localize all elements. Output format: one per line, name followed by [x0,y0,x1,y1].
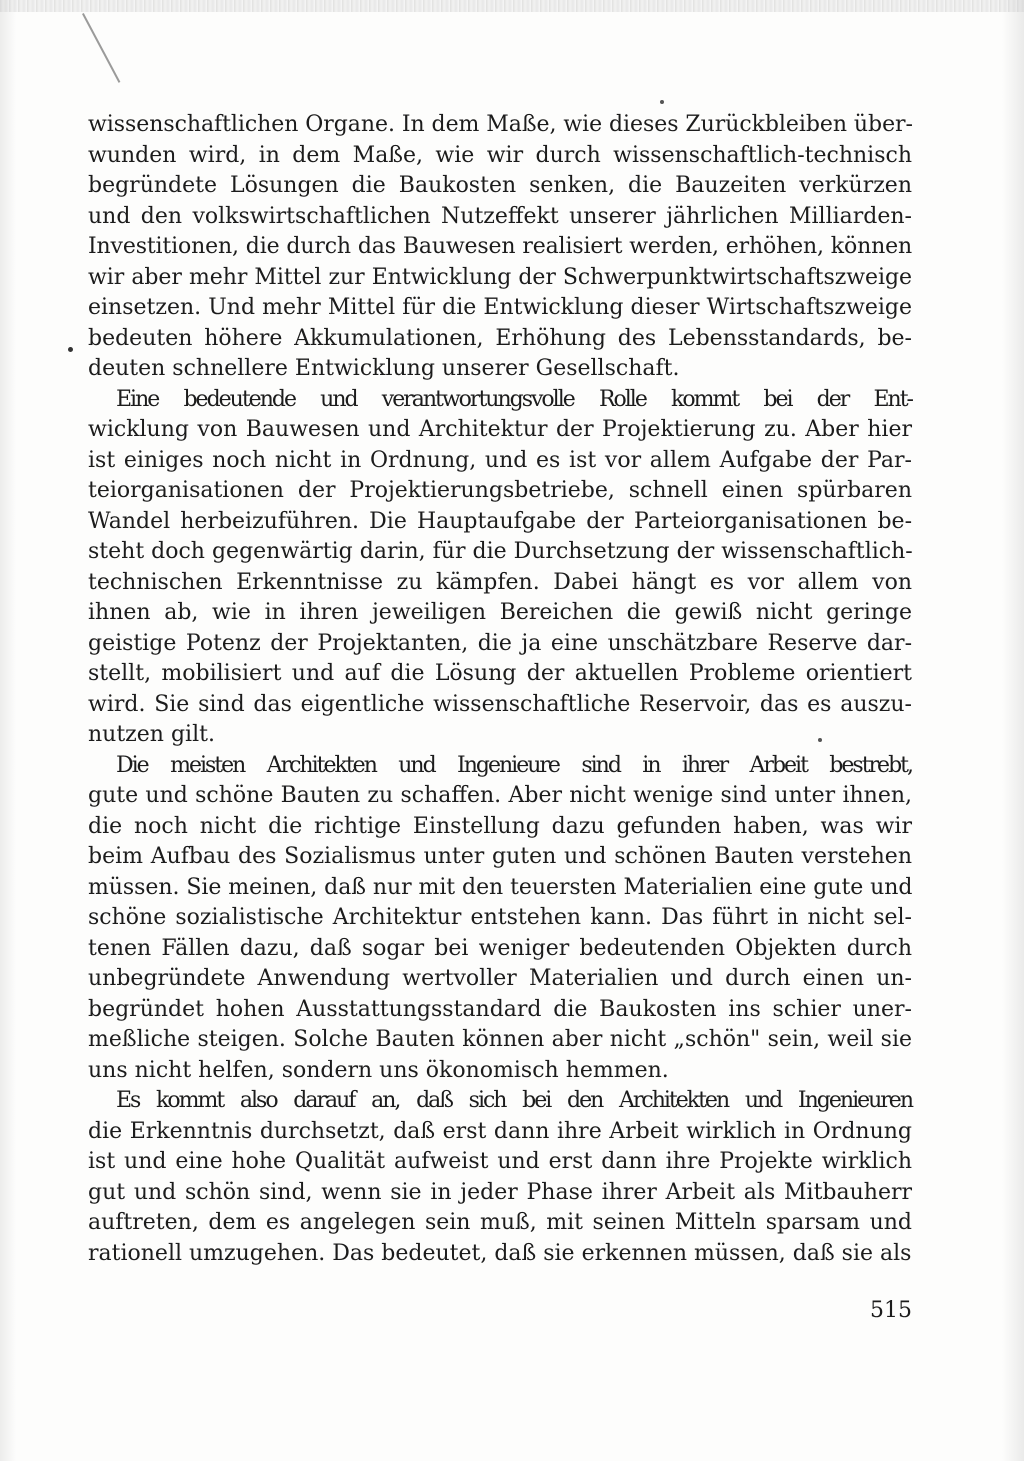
text-line: wird. Sie sind das eigentliche wissenschaftliche Reservoir, das es auszu- [88,691,912,717]
text-line: und den volkswirtschaftlichen Nutzeffekt unserer jährlichen Milliarden- [88,203,912,229]
text-line: ist einiges noch nicht in Ordnung, und es ist vor allem Aufgabe der Par- [88,447,912,473]
text-line: einsetzen. Und mehr Mittel für die Entwicklung dieser Wirtschaftszweige [88,295,912,320]
text-line: bedeuten höhere Akkumulationen, Erhöhung des Lebensstandards, be- [88,325,912,351]
text-line: Die meisten Architekten und Ingenieure sind in ihrer Arbeit bestrebt, [116,752,912,778]
text-line: ist und eine hohe Qualität aufweist und erst dann ihre Projekte wirklich [88,1149,912,1174]
scan-left-shadow [0,0,16,1461]
text-line: steht doch gegenwärtig darin, für die Durchsetzung der wissenschaftlich- [88,539,913,564]
text-line: wunden wird, in dem Maße, wie wir durch wissenschaftlich-technisch [88,142,912,168]
text-line: teiorganisationen der Projektierungsbetriebe, schnell einen spürbaren [88,478,912,503]
text-line: Investitionen, die durch das Bauwesen realisiert werden, erhöhen, können [88,234,912,259]
page-number: 515 [870,1298,912,1323]
text-line: unbegründete Anwendung wertvoller Materialien und durch einen un- [88,966,912,991]
text-line: wicklung von Bauwesen und Architektur der Projektierung zu. Aber hier [88,417,912,442]
text-line: meßliche steigen. Solche Bauten können aber nicht „schön" sein, weil sie [88,1027,912,1052]
text-line: deuten schnellere Entwicklung unserer Gesellschaft. [88,356,680,381]
text-line: Eine bedeutende und verantwortungsvolle Rolle kommt bei der Ent- [116,386,912,412]
text-line: die noch nicht die richtige Einstellung dazu gefunden haben, was wir [88,813,912,839]
text-line: ihnen ab, wie in ihren jeweiligen Bereichen die gewiß nicht geringe [88,600,912,625]
text-line: schöne sozialistische Architektur entstehen kann. Das führt in nicht sel- [88,905,912,930]
paragraph-p2 [88,385,912,751]
text-line: gut und schön sind, wenn sie in jeder Phase ihrer Arbeit als Mitbauherr [88,1179,912,1205]
text-line: beim Aufbau des Sozialismus unter guten und schönen Bauten verstehen [88,844,912,869]
text-line: die Erkenntnis durchsetzt, daß erst dann ihre Arbeit wirklich in Ordnung [88,1118,912,1144]
paragraph-p4 [88,1086,912,1269]
text-line: begründet hohen Ausstattungsstandard die Baukosten ins schier uner- [88,996,912,1022]
text-line: wir aber mehr Mittel zur Entwicklung der Schwerpunktwirtschaftszweige [88,264,912,290]
scan-scratch-mark [82,13,120,83]
text-line: Wandel herbeizuführen. Die Hauptaufgabe der Parteiorganisationen be- [88,508,912,534]
stray-speck [660,100,664,104]
text-line: wissenschaftlichen Organe. In dem Maße, wie dieses Zurückbleiben über- [88,112,913,137]
text-line: auftreten, dem es angelegen sein muß, mit seinen Mitteln sparsam und [88,1210,912,1235]
paragraph-p1 [88,110,912,385]
scan-edge-noise [0,0,1024,12]
text-line: geistige Potenz der Projektanten, die ja eine unschätzbare Reserve dar- [88,630,912,656]
paragraph-p3 [88,751,912,1087]
text-line: begründete Lösungen die Baukosten senken, die Bauzeiten verkürzen [88,173,912,198]
margin-mark [68,347,73,352]
text-line: rationell umzugehen. Das bedeutet, daß sie erkennen müssen, daß sie als [88,1240,912,1266]
text-line: Es kommt also darauf an, daß sich bei den Architekten und Ingenieuren [116,1088,912,1113]
body-text [88,110,912,1269]
text-line: uns nicht helfen, sondern uns ökonomisch hemmen. [88,1057,669,1083]
text-line: tenen Fällen dazu, daß sogar bei weniger bedeutenden Objekten durch [88,935,912,961]
text-line: stellt, mobilisiert und auf die Lösung der aktuellen Probleme orientiert [88,661,912,686]
text-line: gute und schöne Bauten zu schaffen. Aber nicht wenige sind unter ihnen, [88,783,912,808]
text-line: müssen. Sie meinen, daß nur mit den teuersten Materialien eine gute und [88,874,913,900]
scan-right-shadow [1002,0,1024,1461]
text-line: technischen Erkenntnisse zu kämpfen. Dabei hängt es vor allem von [88,569,912,595]
text-line: nutzen gilt. [88,722,215,747]
